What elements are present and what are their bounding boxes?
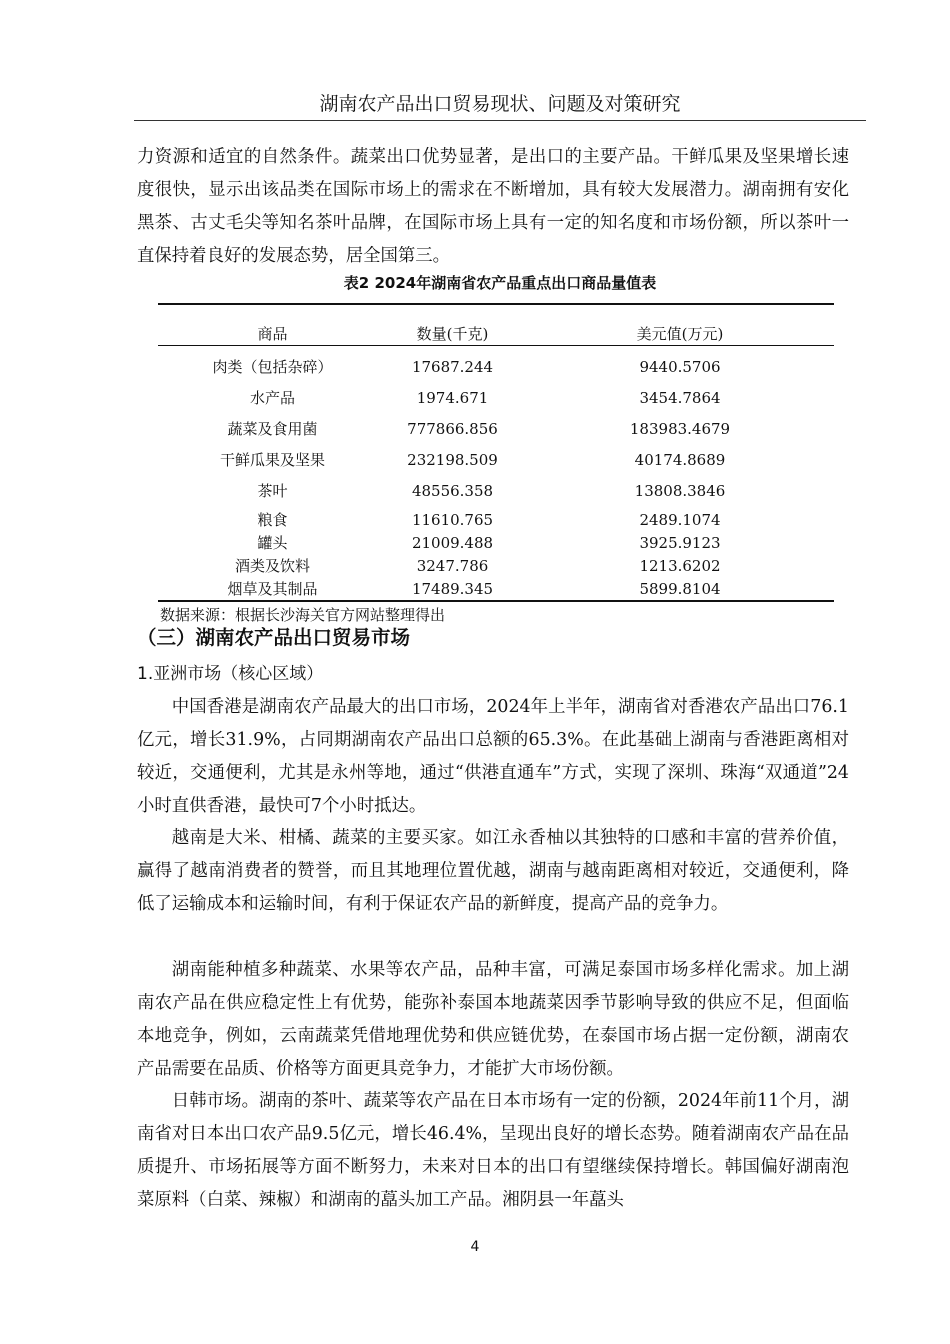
cell-usd-value: 3454.7864	[639, 389, 721, 407]
cell-commodity: 罐头	[257, 534, 288, 552]
cell-commodity: 干鲜瓜果及坚果	[219, 451, 325, 469]
cell-usd-value: 2489.1074	[639, 511, 721, 529]
table-top-rule	[158, 303, 834, 305]
table-header-row	[158, 323, 834, 345]
cell-commodity: 蔬菜及食用菌	[227, 420, 318, 438]
table-caption: 表2 2024年湖南省农产品重点出口商品量值表	[343, 274, 657, 292]
table-row	[158, 449, 834, 471]
body-paragraph-japan-korea: 日韩市场。湖南的茶叶、蔬菜等农产品在日本市场有一定的份额，2024年前11个月，湖南省对日本出口农产品9.5亿元，增长46.4%，呈现出良好的增长态势。随着湖南农产品在品质提升、市场拓展等方面不断努力，未来对日本的出口有望继续保持增长。韩国偏好湖南泡菜原料（白菜、辣椒）和湖南的藠头加工产品。湘阴县一年藠头	[137, 1091, 849, 1210]
cell-usd-value: 40174.8689	[634, 451, 726, 469]
running-header: 湖南农产品出口贸易现状、问题及对策研究	[319, 93, 681, 115]
cell-usd-value: 1213.6202	[639, 557, 721, 575]
cell-quantity: 3247.786	[416, 557, 489, 575]
cell-quantity: 21009.488	[411, 534, 494, 552]
column-header-commodity: 商品	[257, 325, 288, 343]
column-header-usd-value: 美元值(万元)	[636, 325, 724, 343]
table-header-rule	[158, 345, 834, 346]
cell-commodity: 水产品	[249, 389, 295, 407]
cell-quantity: 17687.244	[411, 358, 494, 376]
cell-quantity: 232198.509	[407, 451, 498, 469]
cell-usd-value: 5899.8104	[639, 580, 721, 598]
cell-quantity: 17489.345	[411, 580, 494, 598]
cell-quantity: 48556.358	[411, 482, 494, 500]
subsection-heading: 1.亚洲市场（核心区域）	[137, 664, 324, 684]
cell-usd-value: 183983.4679	[629, 420, 731, 438]
cell-commodity: 烟草及其制品	[227, 580, 318, 598]
table-source-note: 数据来源：根据长沙海关官方网站整理得出	[160, 606, 446, 624]
table-row	[158, 578, 834, 600]
cell-quantity: 11610.765	[411, 511, 494, 529]
cell-commodity: 肉类（包括杂碎）	[212, 358, 333, 376]
table-row	[158, 555, 834, 577]
cell-usd-value: 9440.5706	[639, 358, 721, 376]
table-row	[158, 418, 834, 440]
cell-usd-value: 13808.3846	[634, 482, 726, 500]
table-row	[158, 356, 834, 378]
table-row	[158, 532, 834, 554]
table-row	[158, 387, 834, 409]
cell-commodity: 粮食	[257, 511, 288, 529]
table-row	[158, 480, 834, 502]
body-paragraph-hongkong: 中国香港是湖南农产品最大的出口市场，2024年上半年，湖南省对香港农产品出口76.1亿元，增长31.9%，占同期湖南农产品出口总额的65.3%。在此基础上湖南与香港距离相对较近，交通便利，尤其是永州等地，通过“供港直通车”方式，实现了深圳、珠海“双通道”24小时直供香港，最快可7个小时抵达。	[137, 697, 849, 816]
section-heading: （三）湖南农产品出口贸易市场	[137, 626, 411, 649]
cell-quantity: 1974.671	[416, 389, 489, 407]
body-paragraph-thailand: 湖南能种植多种蔬菜、水果等农产品，品种丰富，可满足泰国市场多样化需求。加上湖南农产品在供应稳定性上有优势，能弥补泰国本地蔬菜因季节影响导致的供应不足，但面临本地竞争，例如，云南蔬菜凭借地理优势和供应链优势，在泰国市场占据一定份额，湖南农产品需要在品质、价格等方面更具竞争力，才能扩大市场份额。	[137, 960, 849, 1079]
table-bottom-rule	[158, 600, 834, 602]
table-row	[158, 509, 834, 531]
intro-paragraph: 力资源和适宜的自然条件。蔬菜出口优势显著，是出口的主要产品。干鲜瓜果及坚果增长速度很快，显示出该品类在国际市场上的需求在不断增加，具有较大发展潜力。湖南拥有安化黑茶、古丈毛尖等知名茶叶品牌，在国际市场上具有一定的知名度和市场份额，所以茶叶一直保持着良好的发展态势，居全国第三。	[137, 147, 849, 266]
cell-quantity: 777866.856	[407, 420, 498, 438]
header-divider	[134, 120, 866, 121]
body-paragraph-vietnam: 越南是大米、柑橘、蔬菜的主要买家。如江永香柚以其独特的口感和丰富的营养价值，赢得了越南消费者的赞誉，而且其地理位置优越，湖南与越南距离相对较近，交通便利，降低了运输成本和运输时间，有利于保证农产品的新鲜度，提高产品的竞争力。	[137, 828, 849, 914]
page-number: 4	[470, 1239, 480, 1255]
cell-commodity: 茶叶	[257, 482, 288, 500]
cell-commodity: 酒类及饮料	[234, 557, 310, 575]
column-header-quantity: 数量(千克)	[416, 325, 489, 343]
cell-usd-value: 3925.9123	[639, 534, 721, 552]
